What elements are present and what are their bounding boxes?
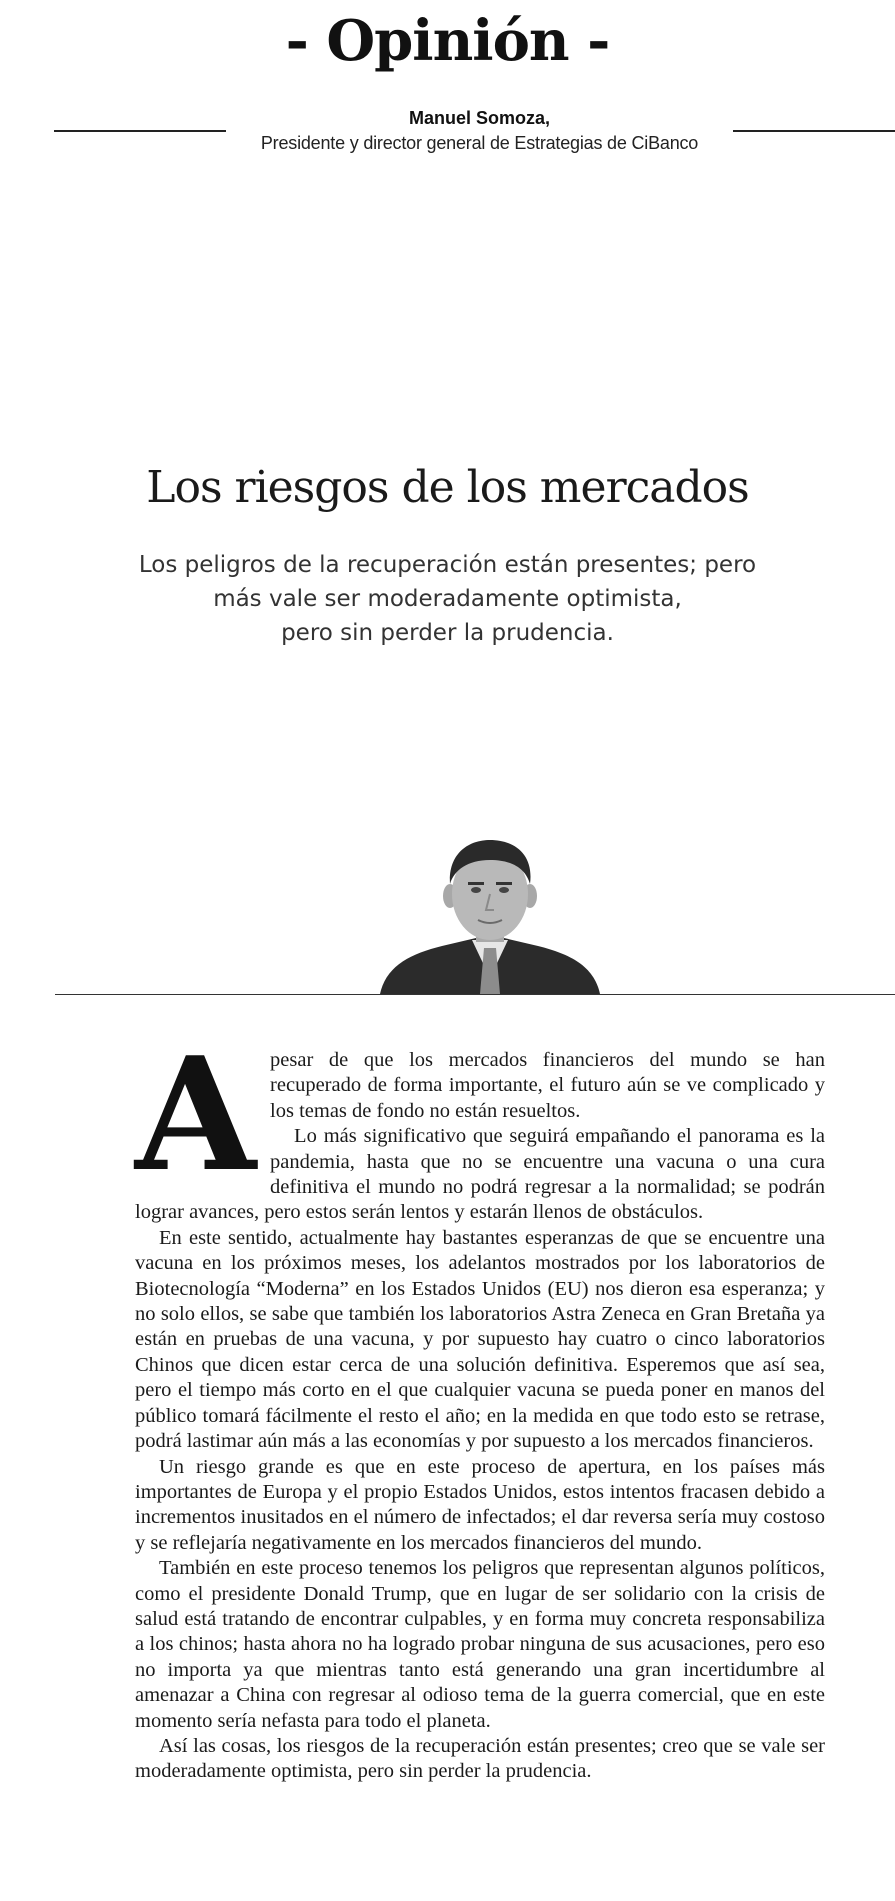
paragraph-text: pesar de que los mercados financieros del mundo se han recuperado de forma importante, el futuro aún se ve complicado y los temas de fondo no están resueltos. bbox=[270, 1049, 825, 1122]
section-title: - Opinión - bbox=[285, 8, 610, 74]
header-rule-left bbox=[54, 130, 226, 132]
byline bbox=[226, 106, 733, 156]
article-title: Los riesgos de los mercados bbox=[146, 462, 749, 513]
drop-cap: A bbox=[135, 1023, 257, 1206]
header-rule-right bbox=[733, 130, 895, 132]
author-portrait bbox=[380, 838, 600, 994]
subtitle-line: pero sin perder la prudencia. bbox=[281, 620, 614, 646]
subtitle-line: Los peligros de la recuperación están presentes; pero bbox=[138, 552, 757, 578]
subtitle-line: más vale ser moderadamente optimista, bbox=[213, 586, 682, 612]
article-paragraph: Un riesgo grande es que en este proceso de apertura, en los países más importantes de Europa y el propio Estados Unidos, estos intentos fracasen debido a incrementos inusitados en el número de infectados; el dar reversa sería muy costoso y se reflejaría negativamente en los mercados financieros del mundo. bbox=[135, 1455, 825, 1554]
article-paragraph: En este sentido, actualmente hay bastantes esperanzas de que se encuentre una vacuna en los próximos meses, los adelantos mostrados por los laboratorios de Biotecnología “Moderna” en los Estados Unidos (EU) nos dieron esa esperanza; y no solo ellos, se sabe que también los laboratorios Astra Zeneca en Gran Bretaña ya están en pruebas de una vacuna, y por supuesto hay cuatro o cinco laboratorios Chinos que dicen estar cerca de una solución definitiva. Esperemos que así sea, pero el tiempo más corto en el que cualquier vacuna se pueda poner en manos del público tomará fácilmente el resto el año; en la medida en que todo esto se retrase, podrá lastimar aún más a las economías y por supuesto a los mercados financieros. bbox=[135, 1226, 825, 1453]
article-paragraph: Lo más significativo que seguirá empañando el panorama es la pandemia, hasta que no se encuentre una vacuna o una cura definitiva el mundo no podrá regresar a la normalidad; se podrán lograr avances, pero estos serán lentos y estarán llenos de obstáculos. bbox=[135, 1125, 825, 1224]
article-paragraph: También en este proceso tenemos los peligros que representan algunos políticos, como el presidente Donald Trump, que en lugar de ser solidario con la crisis de salud está tratando de encontrar culpables, y en forma muy concreta responsabiliza a los chinos; hasta ahora no ha logrado probar ninguna de sus acusaciones, pero eso no importa ya que mientras tanto está generando una gran incertidumbre al amenazar a China con regresar al odioso tema de la guerra comercial, que en este momento sería nefasta para todo el planeta. bbox=[135, 1557, 825, 1732]
portrait-rule bbox=[55, 994, 895, 995]
article-subtitle bbox=[120, 548, 775, 650]
article-paragraph: Así las cosas, los riesgos de la recuperación están presentes; creo que se vale ser moderadamente optimista, pero sin perder la prudencia. bbox=[135, 1734, 825, 1783]
article-body bbox=[135, 1023, 825, 1785]
author-name: Manuel Somoza, bbox=[408, 108, 551, 128]
author-role: Presidente y director general de Estrategias de CiBanco bbox=[260, 133, 699, 153]
